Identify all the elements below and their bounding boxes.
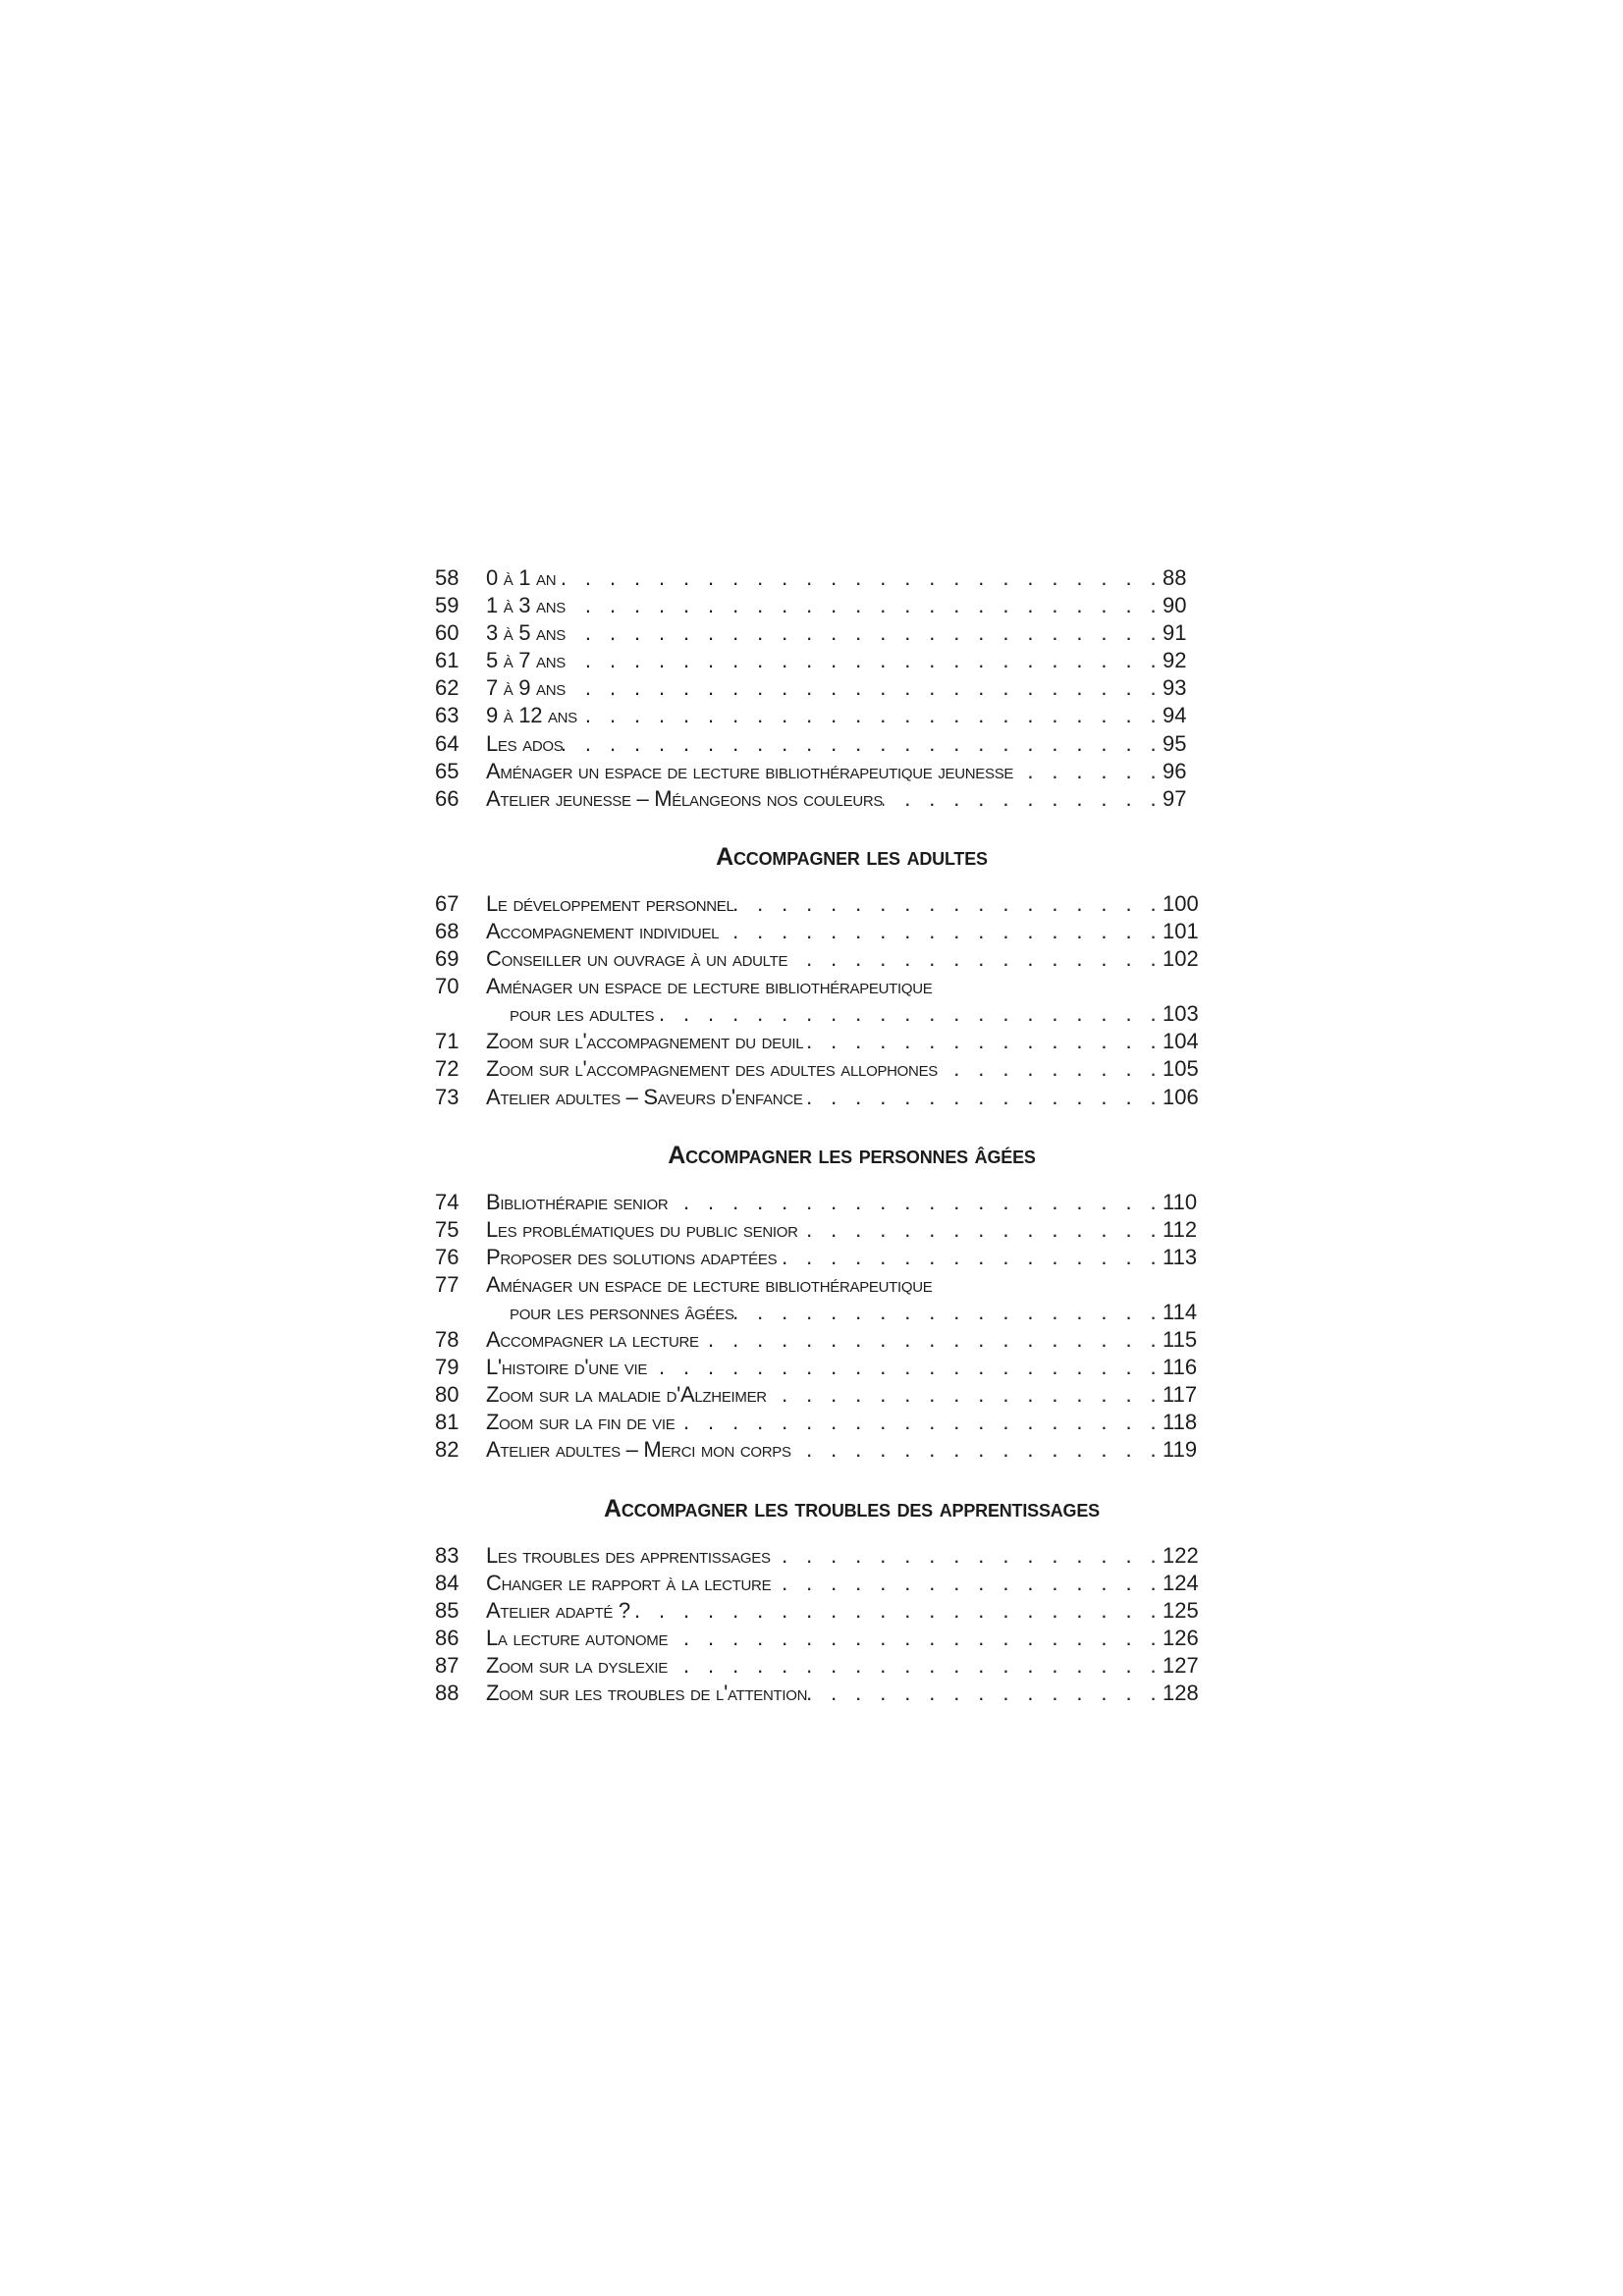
entry-number: 84 [435,1570,460,1595]
dot-leader [654,1000,1163,1028]
entry-page: 88 [1163,565,1187,590]
entry-number: 86 [435,1625,460,1650]
toc-entry [435,1652,1217,1680]
entry-number: 85 [435,1597,460,1623]
dot-leader [699,1326,1163,1354]
entry-page: 125 [1163,1597,1199,1623]
entry-number: 69 [435,946,460,972]
dot-leader [734,1299,1163,1326]
entry-page: 96 [1163,758,1187,783]
toc-entry [435,1625,1217,1652]
toc-entry [435,730,1217,758]
entry-page: 93 [1163,675,1187,701]
dot-leader [1013,758,1163,785]
entry-page: 101 [1163,918,1199,943]
entry-number: 64 [435,730,460,756]
entry-title: Zoom sur la maladie d'Alzheimer [486,1382,767,1408]
toc-entry [435,945,1217,973]
entry-number: 61 [435,648,460,673]
entry-title: Zoom sur l'accompagnement des adultes allophones [486,1056,938,1082]
dot-leader [566,619,1163,647]
entry-number: 59 [435,593,460,618]
entry-title-continuation: pour les personnes âgées [510,1299,734,1324]
entry-title: Conseiller un ouvrage à un adulte [486,946,788,972]
dot-leader [566,647,1163,674]
entry-title: Zoom sur l'accompagnement du deuil [486,1029,804,1054]
entry-title: L'histoire d'une vie [486,1355,648,1380]
section-heading: Accompagner les personnes âgées [668,1141,1036,1169]
dot-leader [777,1244,1163,1271]
toc-entry [435,1216,1217,1244]
toc-entry [435,1570,1217,1597]
entry-number: 77 [435,1271,460,1297]
dot-leader [883,785,1163,813]
entry-title: 9 à 12 ans [486,703,577,728]
entry-title: 3 à 5 ans [486,620,566,646]
dot-leader [767,1381,1163,1409]
entry-number: 88 [435,1681,460,1705]
entry-number: 80 [435,1382,460,1408]
entry-page: 105 [1163,1056,1199,1082]
section-heading: Accompagner les adultes [716,842,988,871]
entry-number: 63 [435,703,460,728]
entry-title: Les ados [486,730,564,756]
dot-leader [734,890,1163,918]
entry-number: 72 [435,1056,460,1082]
entry-number: 62 [435,675,460,701]
toc-entry [435,1436,1217,1464]
toc-entry [435,1542,1217,1570]
entry-page: 106 [1163,1084,1199,1109]
entry-page: 90 [1163,593,1187,618]
dot-leader [566,674,1163,702]
entry-page: 117 [1163,1382,1198,1408]
dot-leader [647,1354,1163,1381]
entry-number: 82 [435,1437,460,1463]
entry-page: 128 [1163,1681,1199,1705]
dot-leader [719,918,1163,945]
toc-entry-continuation [435,1000,1217,1028]
toc-entry [435,1597,1217,1625]
dot-leader [668,1652,1163,1680]
toc-section [435,564,1217,813]
entry-title: Aménager un espace de lecture bibliothérapeutique [486,1271,933,1297]
entry-page: 119 [1163,1437,1198,1463]
toc-entry [435,918,1217,945]
entry-title: Le développement personnel [486,890,734,916]
toc-entry [435,1055,1217,1083]
dot-leader [566,592,1163,619]
toc-entry [435,702,1217,729]
toc-entry [435,1271,1217,1299]
toc-entry [435,758,1217,785]
toc-section [435,1142,1217,1465]
toc-entry [435,1244,1217,1271]
dot-leader [771,1570,1163,1597]
dot-leader [771,1542,1163,1570]
toc-entry [435,1326,1217,1354]
entry-title: Zoom sur la dyslexie [486,1652,668,1678]
toc-entry [435,890,1217,918]
toc-entry [435,564,1217,592]
entry-number: 73 [435,1084,460,1109]
toc-entry-continuation [435,1299,1217,1326]
entry-number: 68 [435,918,460,943]
toc-entry [435,1084,1217,1111]
entry-page: 103 [1163,1001,1199,1027]
entry-number: 65 [435,758,460,783]
toc-entry [435,973,1217,1000]
entry-title: Accompagnement individuel [486,918,720,943]
entry-page: 122 [1163,1542,1199,1568]
entry-title: Changer le rapport à la lecture [486,1570,772,1595]
entry-number: 66 [435,785,460,811]
toc-section [435,1495,1217,1708]
entry-page: 126 [1163,1625,1199,1650]
entry-page: 91 [1163,620,1187,646]
entry-page: 112 [1163,1216,1198,1242]
entry-number: 74 [435,1189,460,1214]
entry-number: 76 [435,1244,460,1269]
dot-leader [668,1189,1163,1216]
entry-number: 71 [435,1029,460,1054]
entry-number: 58 [435,565,460,590]
dot-leader [787,945,1163,973]
toc-entry [435,674,1217,702]
dot-leader [803,1084,1163,1111]
entry-page: 110 [1163,1189,1198,1214]
toc-entry [435,1028,1217,1055]
dot-leader [938,1055,1163,1083]
entry-page: 100 [1163,890,1199,916]
entry-number: 60 [435,620,460,646]
dot-leader [803,1028,1163,1055]
entry-title-continuation: pour les adultes [510,1001,655,1027]
entry-title: Aménager un espace de lecture bibliothérapeutique [486,974,933,999]
entry-title: Atelier adultes – Saveurs d'enfance [486,1084,803,1109]
entry-page: 116 [1163,1355,1198,1380]
toc [435,564,1217,1707]
toc-entry [435,1680,1217,1707]
entry-number: 87 [435,1652,460,1678]
entry-title: 0 à 1 an [486,565,557,590]
dot-leader [556,564,1163,592]
dot-leader [798,1216,1163,1244]
toc-entry [435,1189,1217,1216]
dot-leader [791,1436,1163,1464]
entry-title: 1 à 3 ans [486,593,566,618]
entry-title: 5 à 7 ans [486,648,566,673]
entry-number: 70 [435,974,460,999]
dot-leader [577,702,1163,729]
entry-number: 67 [435,890,460,916]
section-heading: Accompagner les troubles des apprentissages [604,1494,1100,1522]
entry-title: 7 à 9 ans [486,675,566,701]
toc-entry [435,785,1217,813]
entry-page: 118 [1163,1410,1198,1435]
entry-page: 127 [1163,1652,1199,1678]
dot-leader [668,1625,1163,1652]
dot-leader [630,1597,1163,1625]
entry-title: Proposer des solutions adaptées [486,1244,778,1269]
entry-page: 113 [1163,1244,1198,1269]
entry-number: 75 [435,1216,460,1242]
toc-entry [435,1381,1217,1409]
entry-title: Atelier adapté ? [486,1597,630,1623]
toc-entry [435,592,1217,619]
entry-number: 83 [435,1542,460,1568]
toc-entry [435,619,1217,647]
dot-leader [807,1680,1163,1707]
entry-number: 79 [435,1355,460,1380]
entry-title: Accompagner la lecture [486,1327,699,1353]
dot-leader [675,1409,1163,1436]
entry-title: Aménager un espace de lecture bibliothérapeutique jeunesse [486,758,1014,783]
entry-page: 94 [1163,703,1187,728]
entry-title: Bibliothérapie senior [486,1189,669,1214]
entry-title: Atelier jeunesse – Mélangeons nos couleurs [486,785,884,811]
entry-page: 124 [1163,1570,1199,1595]
toc-section [435,843,1217,1111]
entry-title: Zoom sur la fin de vie [486,1410,676,1435]
entry-title: Les problématiques du public senior [486,1216,798,1242]
entry-title: Zoom sur les troubles de l'attention [486,1681,808,1705]
entry-number: 81 [435,1410,460,1435]
entry-page: 115 [1163,1327,1198,1353]
entry-page: 102 [1163,946,1199,972]
entry-number: 78 [435,1327,460,1353]
entry-page: 97 [1163,785,1187,811]
dot-leader [563,730,1163,758]
entry-page: 104 [1163,1029,1199,1054]
entry-title: La lecture autonome [486,1625,669,1650]
entry-page: 95 [1163,730,1187,756]
entry-title: Atelier adultes – Merci mon corps [486,1437,791,1463]
entry-page: 114 [1163,1299,1198,1324]
toc-entry [435,1354,1217,1381]
entry-page: 92 [1163,648,1187,673]
toc-entry [435,647,1217,674]
toc-entry [435,1409,1217,1436]
entry-title: Les troubles des apprentissages [486,1542,771,1568]
